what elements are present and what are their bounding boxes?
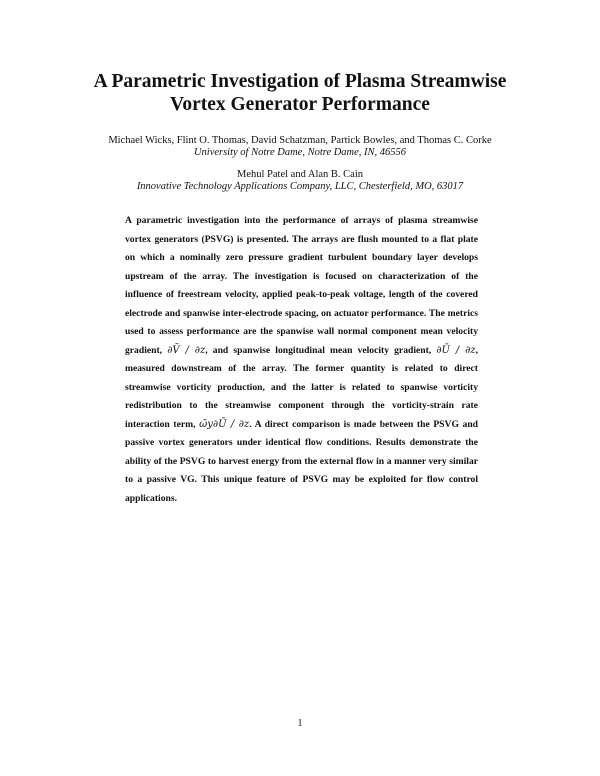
author-block-2 — [40, 169, 560, 193]
abstract-text-3: , measured downstream of the array. The former quantity is related to direct streamwise vorticity production, and the latter is related to spanwise vorticity redistribution to the streamwise component through the vorticity-strain rate interaction term, — [125, 344, 478, 430]
title-line-1: A Parametric Investigation of Plasma Streamwise — [93, 71, 507, 92]
math-omega-dU-dz: ω̄y∂Ū / ∂z — [199, 418, 250, 430]
paper-title — [60, 70, 540, 116]
abstract — [125, 212, 478, 508]
page-number: 1 — [297, 718, 303, 729]
abstract-text-2: , and spanwise longitudinal mean velocity gradient, — [205, 344, 432, 356]
abstract-text-4: . A direct comparison is made between the PSVG and passive vortex generators under identical flow conditions. Results demonstrate the ability of the PSVG to harvest energy from the external flow in a manner very similar to a passive VG. This unique feature of PSVG may be exploited for flow control applications. — [125, 418, 479, 504]
math-dV-dz: ∂V̄ / ∂z — [167, 344, 206, 356]
author-block-1 — [40, 135, 560, 159]
author-names-2: Mehul Patel and Alan B. Cain — [237, 169, 363, 180]
abstract-text-1: A parametric investigation into the performance of arrays of plasma streamwise vortex generators (PSVG) is presented. The arrays are flush mounted to a flat plate on which a nominally zero pressure gradient turbulent boundary layer develops upstream of the array. The investigation is focused on characterization of the influence of freestream velocity, applied peak-to-peak voltage, length of the covered electrode and spanwise inter-electrode spacing, on actuator performance. The metrics used to assess performance are the spanwise wall normal component mean velocity gradient, — [125, 215, 478, 356]
affiliation-1: University of Notre Dame, Notre Dame, IN, 46556 — [193, 147, 407, 158]
math-dU-dz: ∂Ū / ∂z — [436, 344, 476, 356]
author-names-1: Michael Wicks, Flint O. Thomas, David Schatzman, Partick Bowles, and Thomas C. Corke — [108, 135, 492, 146]
title-line-2: Vortex Generator Performance — [170, 94, 430, 115]
affiliation-2: Innovative Technology Applications Company, LLC, Chesterfield, MO, 63017 — [136, 181, 464, 192]
